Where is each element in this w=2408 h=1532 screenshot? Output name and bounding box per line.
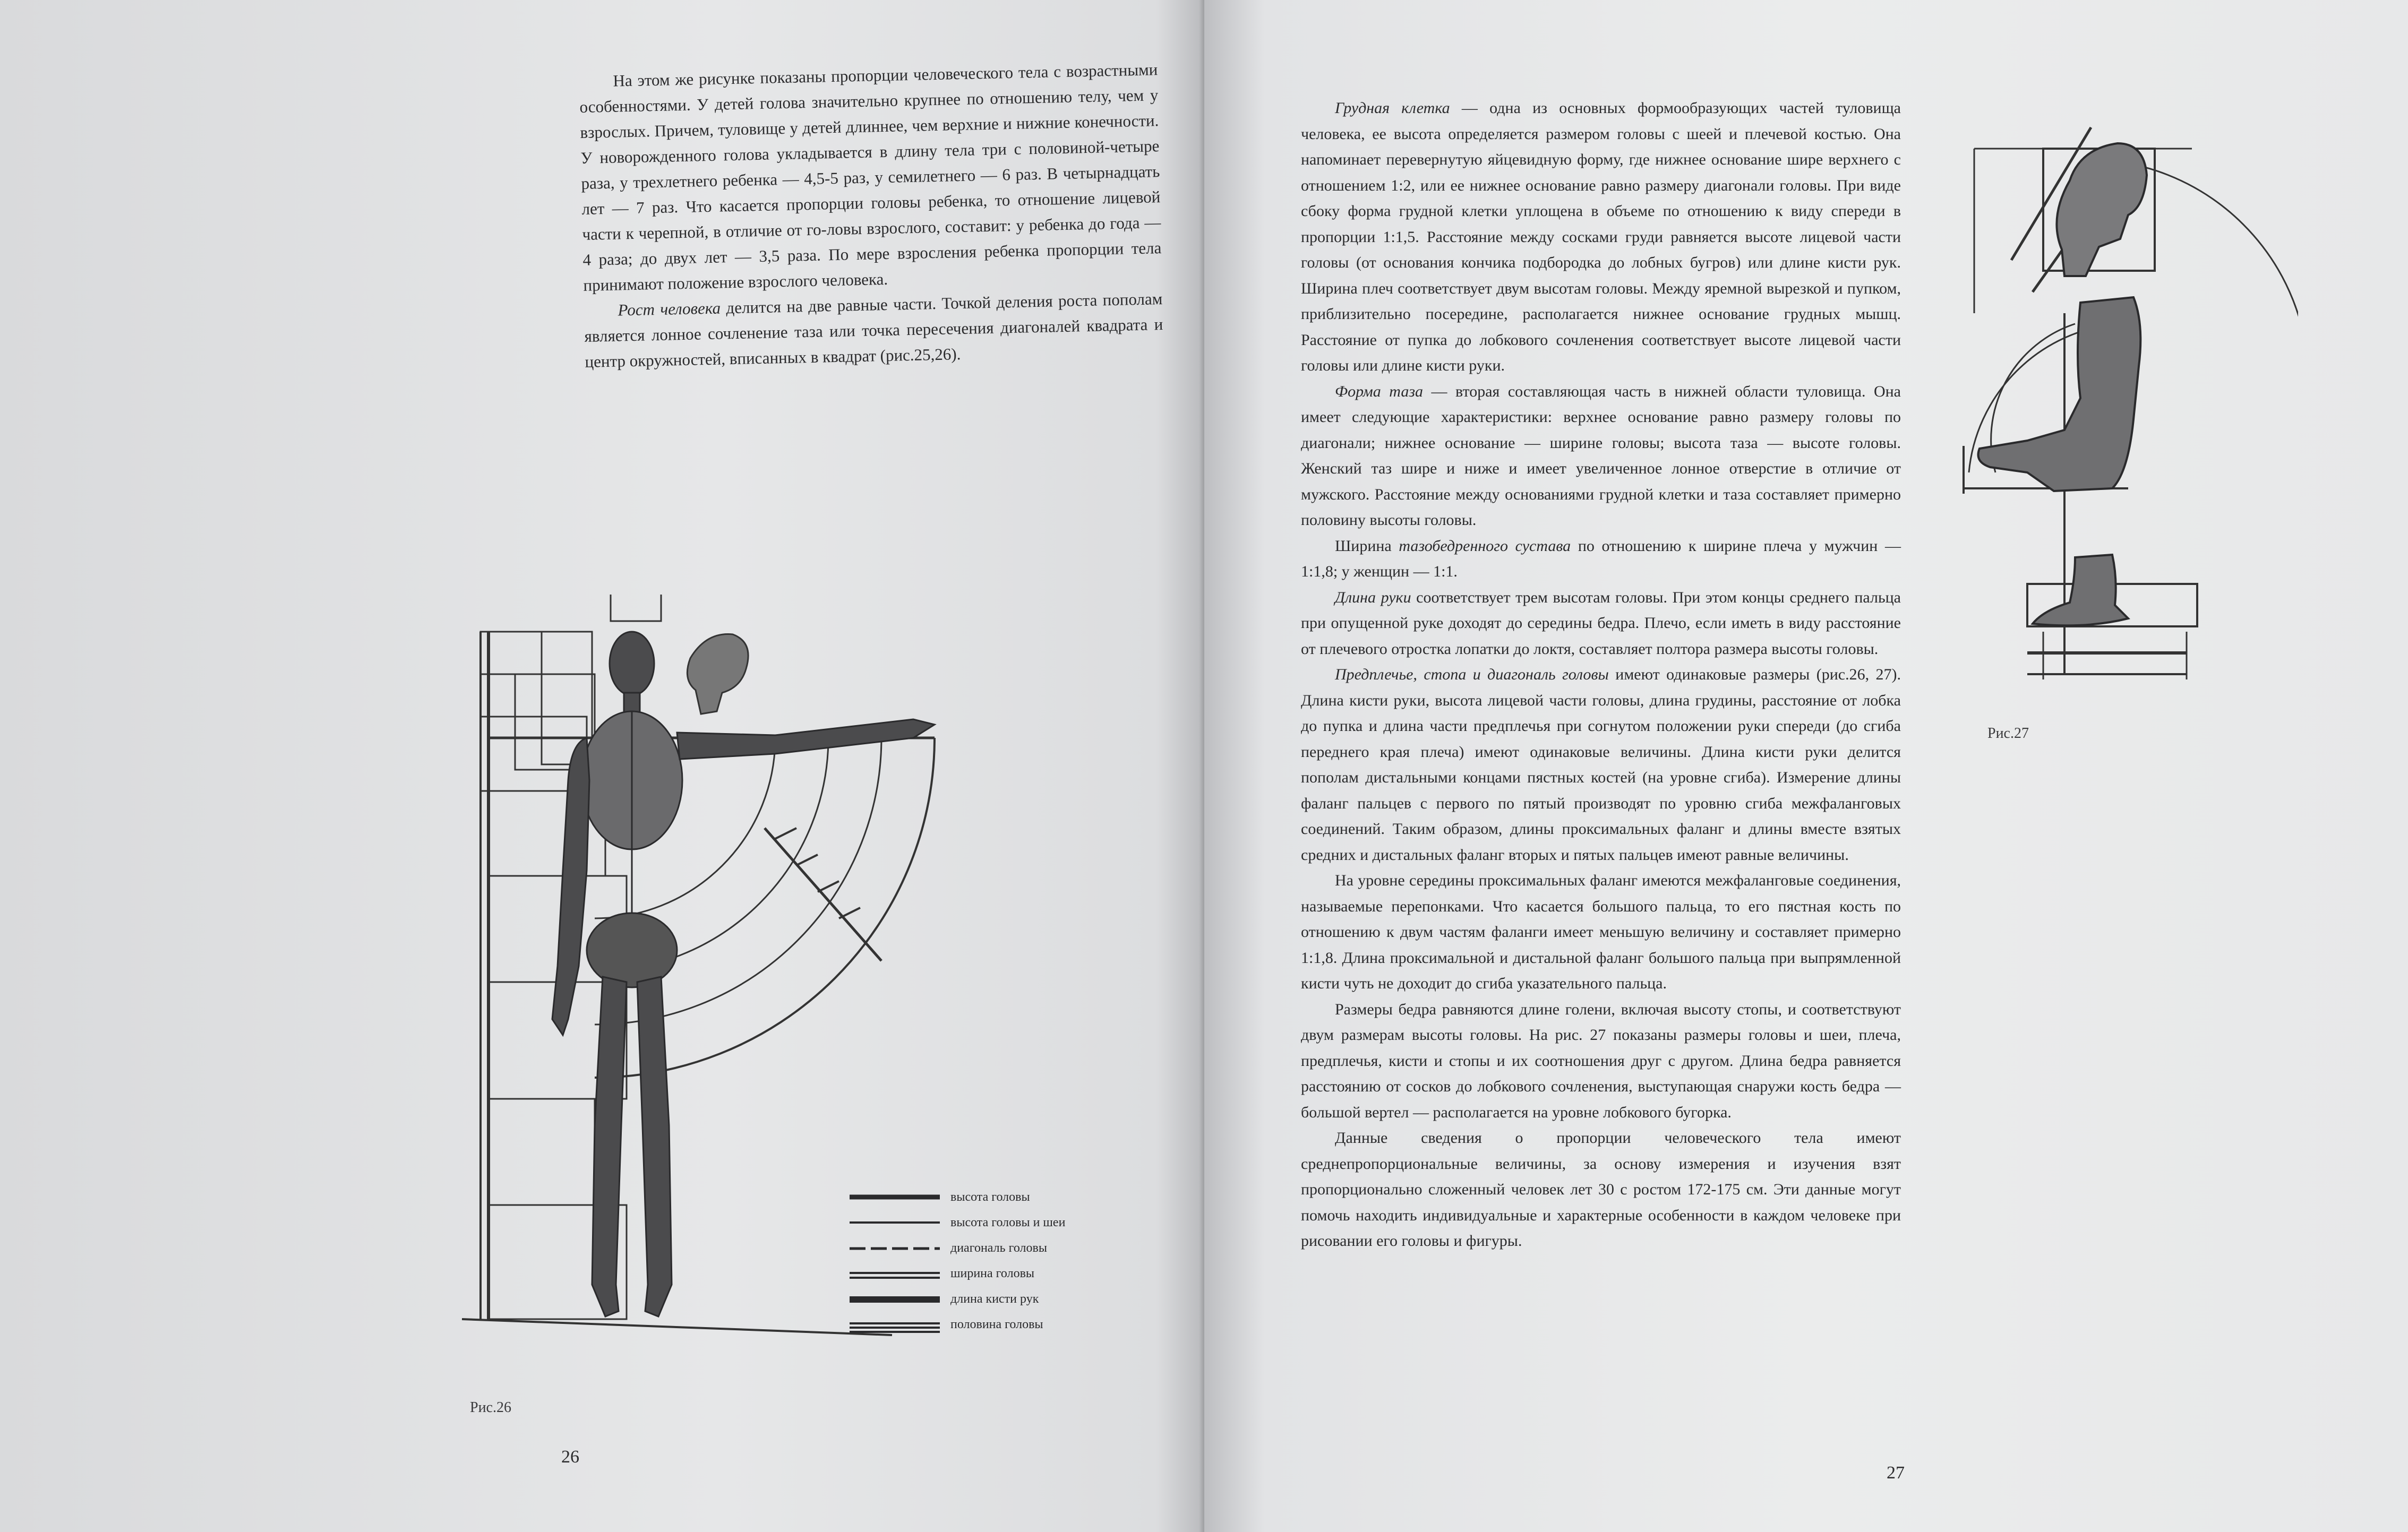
paragraph-pelvis-text: — вторая составляющая часть в нижней области туловища. Она имеет следующие характеристики: верхнее основание равно размеру головы по диагонали; нижнее основание — ширине головы; высота таза — высоте головы. Женский таз шире и ниже и имеет увеличенное лонное отверстие в отличие от мужского. Расстояние между основаниями грудной клетки и таза составляет примерно половину высоты головы. bbox=[1301, 382, 1901, 529]
left-page-text bbox=[579, 57, 1164, 375]
term-pelvis: Форма таза bbox=[1335, 382, 1424, 400]
term-forearm: Предплечье, стопа и диагональ головы bbox=[1335, 666, 1609, 683]
right-page bbox=[1204, 0, 2408, 1532]
paragraph-rib-cage bbox=[1301, 96, 1901, 379]
paragraph-hip-text: по отношению к ширине плеча у мужчин — 1:1,8; у женщин — 1:1. bbox=[1301, 537, 1901, 580]
page-number-right: 27 bbox=[1887, 1463, 1905, 1483]
paragraph-height-text: делится на две равные части. Точкой деления роста пополам является лонное сочленение таза или точка пересечения диагоналей квадрата и центр окружностей, вписанных в квадрат (рис.25,26). bbox=[584, 289, 1163, 371]
paragraph-arm-length bbox=[1301, 585, 1901, 662]
figure-26-caption: Рис.26 bbox=[470, 1399, 511, 1416]
figure-27-caption: Рис.27 bbox=[1987, 725, 2029, 742]
term-arm-length: Длина руки bbox=[1335, 588, 1411, 606]
legend-head-neck-height: высота головы и шеи bbox=[950, 1216, 1066, 1229]
legend-head-height: высота головы bbox=[950, 1190, 1030, 1204]
paragraph-rib-cage-text: — одна из основных формообразующих частей туловища человека, ее высота определяется размером головы с шеей и плечевой костью. Она напоминает перевернутую яйцевидную форму, где нижнее основание шире верхнего с отношением 1:2, или ее нижнее основание равно размеру диагонали головы. При виде сбоку форма грудной клетки уплощена в объеме по отношению к виду спереди в пропорции 1:1,5. Расстояние между сосками груди равняется высоте лицевой части головы (от основания кончика подбородка до лобных бугров) или длине кисти рук. Ширина плеч соответствует двум высотам головы. Между яремной вырезкой и пупком, приблизительно посередине, располагается нижнее основание грудных мышц. Расстояние от пупка до лобкового сочленения соответствует высоте лицевой части головы или длине кисти руки. bbox=[1301, 99, 1901, 374]
legend-head-diagonal: диагональ головы bbox=[950, 1241, 1047, 1255]
page-number-left: 26 bbox=[561, 1447, 579, 1467]
legend-hand-length: длина кисти рук bbox=[950, 1292, 1039, 1306]
paragraph-age-proportions: На этом же рисунке показаны пропорции человеческого тела с возрастными особенностями. У детей голова значительно крупнее по отношению телу, чем у взрослых. Причем, туловище у детей длиннее, чем верхние и нижние конечности. У новорожденного голова укладывается в длину тела три с половиной-четыре раза, у трехлетнего ребенка — 4,5-5 раз, у семилетнего — 6 раз. В четырнадцать лет — 7 раз. Что касается пропорции головы ребенка, то отношение лицевой части к черепной, в отличие от го-ловы взрослого, составит: у ребенка до года — 4 раза; до двух лет — 3,5 раза. По мере взросления ребенка пропорции тела принимают положение взрослого человека. bbox=[579, 60, 1162, 295]
paragraph-forearm bbox=[1301, 662, 1901, 868]
figure-27-limb-proportions bbox=[1958, 101, 2298, 695]
paragraph-phalanges: На уровне середины проксимальных фаланг имеются межфаланговые соединения, называемые перепонками. Что касается большого пальца, то его пястная кость по отношению к двум частям фаланги имеет меньшую величину и составляет примерно 1:1,8. Длина проксимальной и дистальной фаланг большого пальца при выпрямленной кисти чуть не доходит до сгиба указательного пальца. bbox=[1301, 872, 1901, 992]
paragraph-hip-joint bbox=[1301, 533, 1901, 585]
paragraph-height-division bbox=[584, 286, 1164, 375]
legend-head-width: ширина головы bbox=[950, 1267, 1035, 1280]
legend-swatches bbox=[844, 1186, 945, 1346]
term-height: Рост человека bbox=[618, 298, 721, 320]
paragraph-hip-prefix: Ширина bbox=[1335, 537, 1399, 555]
paragraph-forearm-text: имеют одинаковые размеры (рис.26, 27). Длина кисти руки, высота лицевой части головы, длина грудины, расстояние от лобка до пупка и длина части предплечья при согнутом положении руки спереди (до сгиба переднего края плеча) имеют одинаковые величины. Длина кисти руки делится пополам дистальными концами пястных костей (на уровне сгиба). Измерение длины фаланг пальцев с первого по пятый производят по уровню сгиба межфаланговых соединений. Таким образом, длины проксимальных фаланг и длины вместе взятых средних и дистальных фаланг вторых и пятых пальцев имеют равные величины. bbox=[1301, 666, 1901, 864]
term-rib-cage: Грудная клетка bbox=[1335, 99, 1450, 117]
paragraph-pelvis bbox=[1301, 379, 1901, 533]
term-hip-joint: тазобедренного сустава bbox=[1399, 537, 1571, 555]
legend-half-head: половина головы bbox=[950, 1318, 1043, 1331]
paragraph-summary: Данные сведения о пропорции человеческого тела имеют среднепропорциональные величины, за основу измерения и изучения взят пропорционально сложенный человек лет 30 с ростом 172-175 см. Эти данные могут помочь находить индивидуальные и характерные особенности в каждом человеке при рисовании его головы и фигуры. bbox=[1301, 1129, 1901, 1250]
right-page-text bbox=[1301, 96, 1901, 1254]
paragraph-arm-text: соответствует трем высотам головы. При этом концы среднего пальца при опущенной руке доходят до середины бедра. Плечо, если иметь в виду расстояние от плечевого отростка лопатки до локтя, составляет полтора размера высоты головы. bbox=[1301, 588, 1901, 658]
paragraph-thigh: Размеры бедра равняются длине голени, включая высоту стопы, и соответствуют двум размерам высоты головы. На рис. 27 показаны размеры головы и шеи, плеча, предплечья, кисти и стопы и их соотношения друг с другом. Длина бедра равняется расстоянию от сосков до лобкового сочленения, выступающая снаружи кость бедра — большой вертел — располагается на уровне лобкового бугорка. bbox=[1301, 1000, 1901, 1121]
